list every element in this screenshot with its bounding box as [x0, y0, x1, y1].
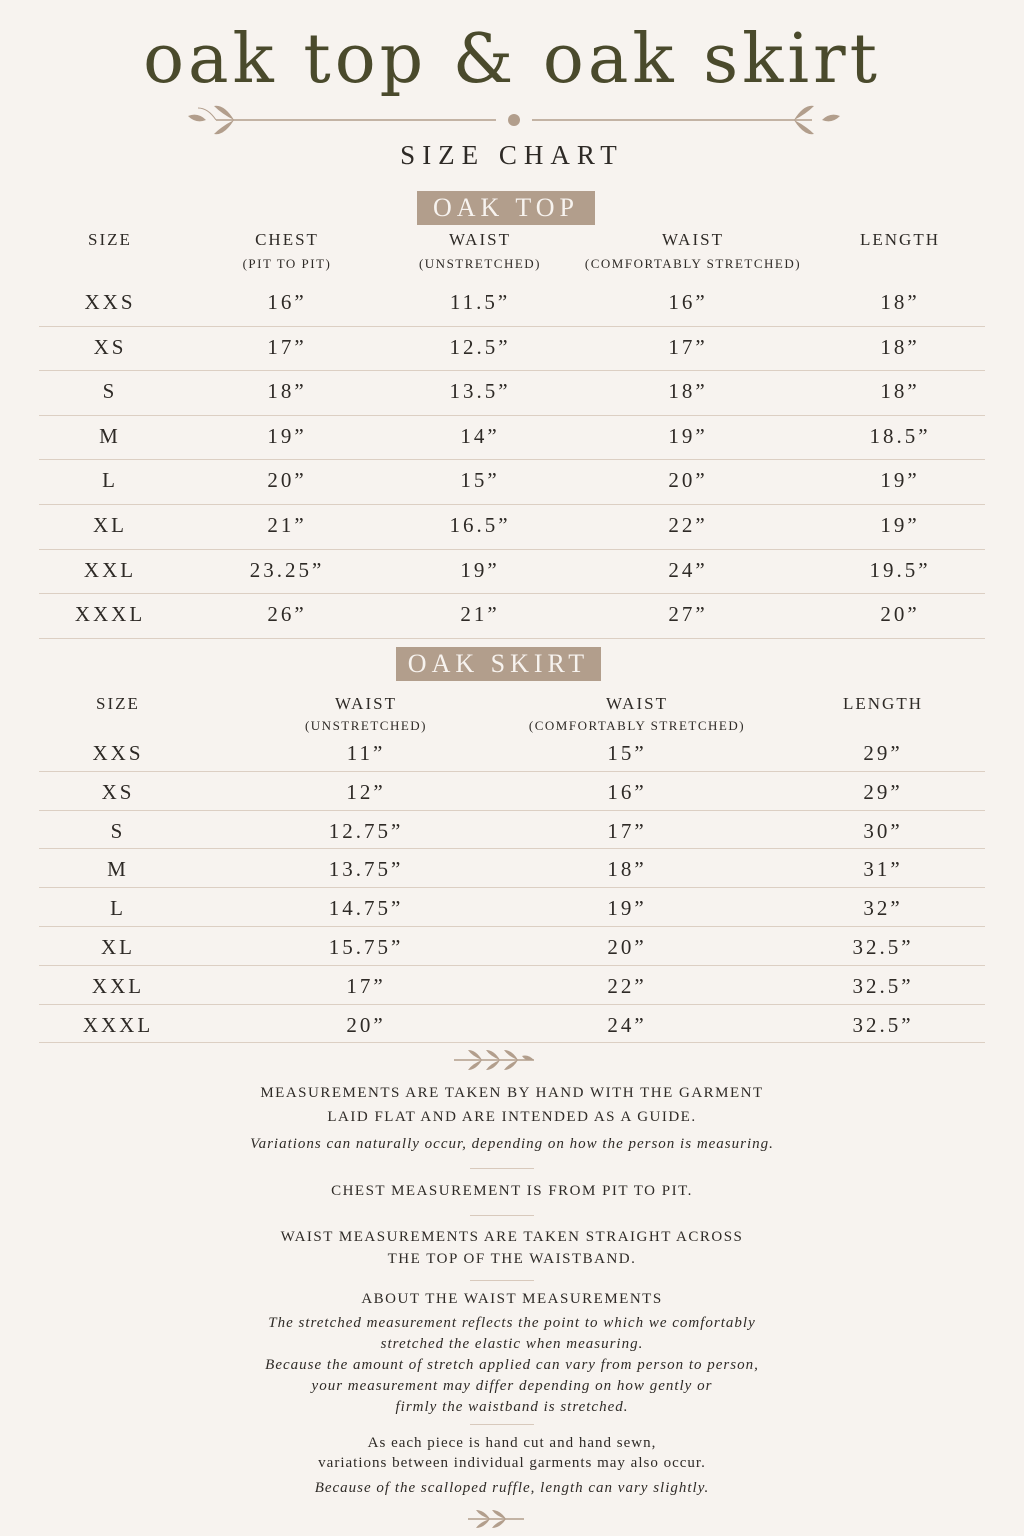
- table-row: [39, 1005, 985, 1044]
- size-chart-heading: SIZE CHART: [400, 140, 624, 170]
- table-cell: 29”: [863, 741, 903, 765]
- table-cell: 32.5”: [852, 935, 914, 959]
- table-cell: 21”: [460, 602, 500, 627]
- divider: [470, 1280, 534, 1281]
- table-cell: S: [110, 818, 126, 843]
- table-cell: 23.25”: [249, 557, 325, 582]
- table-cell: 16”: [668, 290, 708, 314]
- table-cell: 11”: [346, 741, 386, 765]
- table-cell: 32.5”: [852, 973, 914, 998]
- table-cell: 20”: [267, 468, 307, 493]
- note-chest: CHEST MEASUREMENT IS FROM PIT TO PIT.: [331, 1183, 693, 1199]
- note-guide-italic: Variations can naturally occur, depending on how the person is measuring.: [250, 1136, 774, 1152]
- oak-skirt-label: OAK SKIRT: [396, 647, 601, 681]
- table-cell: 17”: [346, 973, 386, 998]
- table-cell: 12.5”: [449, 334, 511, 359]
- table-cell: 21”: [267, 513, 307, 537]
- table-cell: 17”: [267, 334, 307, 359]
- top-header-waist-stretched: WAIST: [662, 230, 724, 249]
- note-about-line: Because the amount of stretch applied can vary from person to person,: [265, 1357, 759, 1373]
- skirt-header-waist-unstretched-sub: (UNSTRETCHED): [304, 718, 428, 733]
- table-cell: 32”: [863, 896, 903, 921]
- table-cell: 30”: [863, 818, 903, 843]
- table-cell: 19.5”: [869, 557, 931, 582]
- table-cell: 18.5”: [869, 423, 931, 448]
- table-cell: XXS: [84, 290, 136, 314]
- table-cell: 18”: [880, 379, 920, 404]
- table-row: [39, 733, 985, 772]
- table-row: [39, 371, 985, 416]
- table-cell: 19”: [880, 513, 920, 537]
- table-cell: 14.75”: [328, 896, 404, 921]
- table-cell: XL: [93, 513, 127, 537]
- table-row: [39, 849, 985, 888]
- table-cell: L: [110, 896, 126, 921]
- table-cell: 24”: [607, 1012, 647, 1037]
- table-cell: 18”: [267, 379, 307, 404]
- table-row: [39, 811, 985, 850]
- leaf-branch-icon: [452, 1048, 536, 1072]
- table-cell: M: [99, 423, 121, 448]
- table-cell: 15”: [607, 741, 647, 765]
- table-cell: XXXL: [74, 602, 146, 627]
- top-header-waist-stretched-sub: (COMFORTABLY STRETCHED): [584, 256, 802, 271]
- divider: [470, 1215, 534, 1216]
- top-header-waist-unstretched: WAIST: [449, 230, 511, 249]
- table-cell: 31”: [863, 857, 903, 882]
- table-cell: M: [107, 857, 129, 882]
- oak-top-label: OAK TOP: [417, 191, 595, 225]
- skirt-header-waist-unstretched: WAIST: [335, 694, 397, 713]
- divider: [470, 1168, 534, 1169]
- table-cell: XS: [101, 779, 135, 804]
- divider: [470, 1424, 534, 1425]
- table-cell: 16.5”: [449, 513, 511, 537]
- skirt-header-waist-stretched: WAIST: [606, 694, 668, 713]
- top-table-header: [0, 230, 1024, 280]
- table-cell: 26”: [267, 602, 307, 627]
- note-about-heading: ABOUT THE WAIST MEASUREMENTS: [361, 1291, 663, 1307]
- table-cell: 13.75”: [328, 857, 404, 882]
- table-cell: 19”: [880, 468, 920, 493]
- table-cell: 11.5”: [449, 290, 511, 314]
- table-cell: 19”: [668, 423, 708, 448]
- table-cell: 27”: [668, 602, 708, 627]
- table-row: [39, 550, 985, 595]
- page-title: oak top & oak skirt: [143, 20, 881, 99]
- table-cell: 16”: [267, 290, 307, 314]
- table-row: [39, 460, 985, 505]
- table-cell: 24”: [668, 557, 708, 582]
- table-cell: 16”: [607, 779, 647, 804]
- note-ruffle-italic: Because of the scalloped ruffle, length can vary slightly.: [314, 1480, 710, 1496]
- table-row: [39, 327, 985, 372]
- table-cell: XS: [93, 334, 127, 359]
- table-cell: 18”: [880, 334, 920, 359]
- table-cell: 22”: [668, 513, 708, 537]
- table-cell: 29”: [863, 779, 903, 804]
- table-cell: 14”: [460, 423, 500, 448]
- table-cell: 12.75”: [328, 818, 404, 843]
- table-cell: 20”: [880, 602, 920, 627]
- note-hand-line1: As each piece is hand cut and hand sewn,: [367, 1435, 657, 1451]
- skirt-table-header: [0, 694, 1024, 738]
- note-guide-line2: LAID FLAT AND ARE INTENDED AS A GUIDE.: [327, 1109, 697, 1125]
- table-cell: 19”: [267, 423, 307, 448]
- note-about-line: stretched the elastic when measuring.: [380, 1336, 644, 1352]
- table-cell: 18”: [668, 379, 708, 404]
- table-cell: XXL: [91, 973, 145, 998]
- table-cell: 18”: [880, 290, 920, 314]
- skirt-header-waist-stretched-sub: (COMFORTABLY STRETCHED): [528, 718, 746, 733]
- top-header-size: SIZE: [88, 230, 132, 249]
- note-hand-line2: variations between individual garments may also occur.: [318, 1455, 706, 1471]
- table-row: [39, 594, 985, 639]
- top-header-chest-sub: (PIT TO PIT): [242, 256, 332, 271]
- leaf-branch-icon: [466, 1508, 526, 1530]
- table-cell: 32.5”: [852, 1012, 914, 1037]
- table-row: [39, 416, 985, 461]
- top-header-waist-unstretched-sub: (UNSTRETCHED): [418, 256, 542, 271]
- table-cell: 20”: [346, 1012, 386, 1037]
- note-waist-line1: WAIST MEASUREMENTS ARE TAKEN STRAIGHT ACROSS: [280, 1229, 744, 1245]
- table-cell: 17”: [607, 818, 647, 843]
- table-cell: 19”: [607, 896, 647, 921]
- table-row: [39, 282, 985, 327]
- table-cell: 13.5”: [449, 379, 511, 404]
- table-row: [39, 966, 985, 1005]
- table-row: [39, 927, 985, 966]
- table-row: [39, 888, 985, 927]
- skirt-header-size: SIZE: [96, 694, 140, 713]
- table-cell: 15.75”: [328, 935, 404, 959]
- table-row: [39, 505, 985, 550]
- table-cell: XL: [101, 935, 135, 959]
- table-cell: 19”: [460, 557, 500, 582]
- table-cell: 17”: [668, 334, 708, 359]
- table-cell: 18”: [607, 857, 647, 882]
- table-cell: 20”: [607, 935, 647, 959]
- note-about-line: The stretched measurement reflects the point to which we comfortably: [268, 1315, 756, 1331]
- table-cell: S: [102, 379, 118, 404]
- note-waist-line2: THE TOP OF THE WAISTBAND.: [387, 1251, 637, 1267]
- laurel-divider-icon: [186, 100, 842, 140]
- table-cell: 20”: [668, 468, 708, 493]
- top-header-length: LENGTH: [860, 230, 940, 249]
- table-cell: XXS: [92, 741, 144, 765]
- note-about-line: firmly the waistband is stretched.: [395, 1399, 629, 1415]
- note-guide-line1: MEASUREMENTS ARE TAKEN BY HAND WITH THE GARMENT: [260, 1085, 764, 1101]
- table-cell: 22”: [607, 973, 647, 998]
- table-cell: 15”: [460, 468, 500, 493]
- table-cell: XXXL: [82, 1012, 154, 1037]
- note-about-line: your measurement may differ depending on how gently or: [311, 1378, 713, 1394]
- table-cell: L: [102, 468, 118, 493]
- table-cell: XXL: [83, 557, 137, 582]
- table-row: [39, 772, 985, 811]
- skirt-header-length: LENGTH: [843, 694, 923, 713]
- top-header-chest: CHEST: [255, 230, 319, 249]
- table-cell: 12”: [346, 779, 386, 804]
